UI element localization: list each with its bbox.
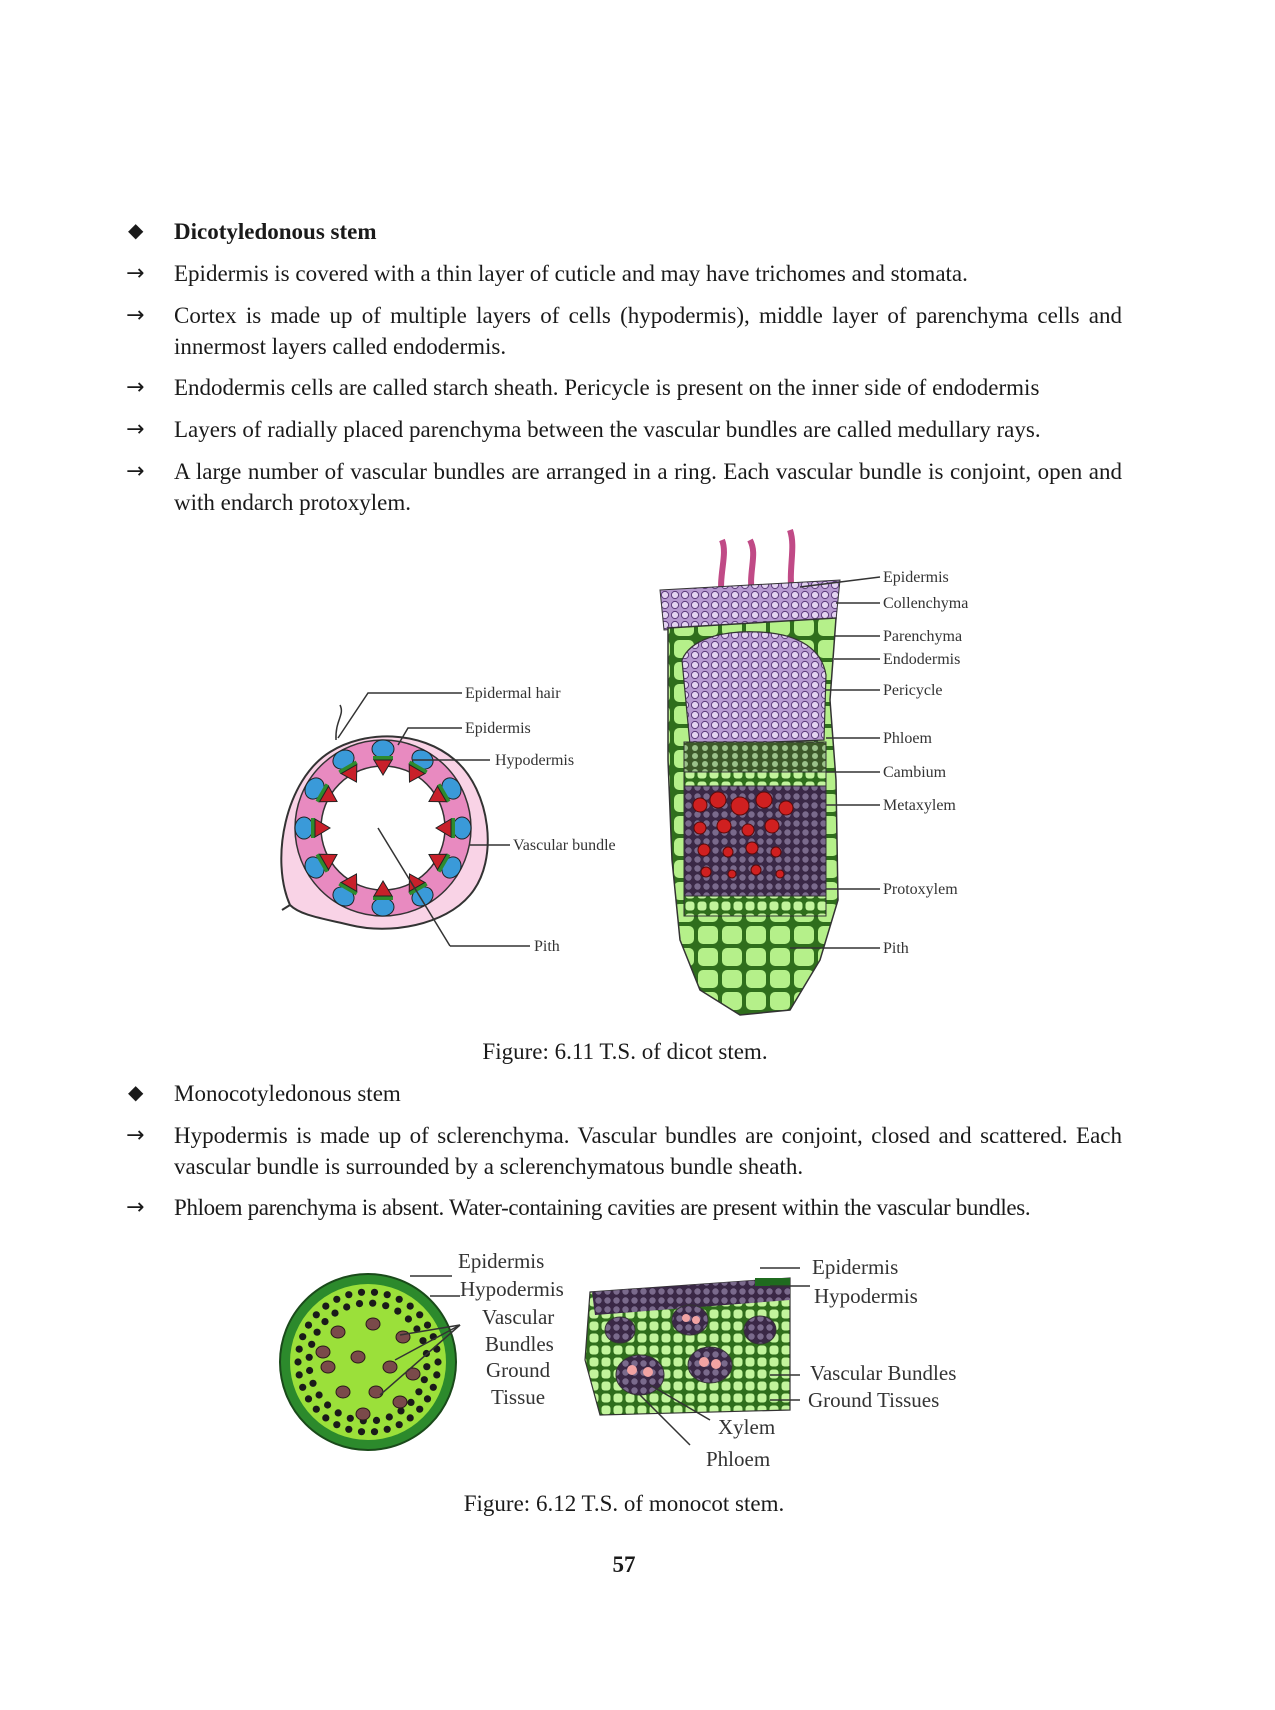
sclerenchyma-dot [384, 1426, 391, 1433]
sclerenchyma-dot [430, 1384, 437, 1391]
monocot-circle-diagram [280, 1274, 456, 1450]
sclerenchyma-dot [396, 1296, 403, 1303]
dicot-point-1: Epidermis is covered with a thin layer of cuticle and may have trichomes and stomata. [174, 261, 968, 286]
label-epidermis-left: Epidermis [465, 720, 531, 737]
diamond-bullet-icon: ◆ [128, 1082, 144, 1104]
label-hypodermis-left: Hypodermis [495, 752, 575, 769]
sclerenchyma-dot [371, 1289, 378, 1296]
mono-label-tissue: Tissue [491, 1385, 546, 1409]
sclerenchyma-dot [347, 1415, 354, 1422]
label-pith-left: Pith [534, 938, 560, 955]
sclerenchyma-dot [331, 1310, 338, 1317]
sclerenchyma-dot [335, 1409, 342, 1416]
mono-label-epidermis-right: Epidermis [812, 1255, 899, 1279]
monocot-bundle [356, 1408, 370, 1420]
sclerenchyma-dot [322, 1303, 329, 1310]
sclerenchyma-dot [309, 1380, 316, 1387]
figure-caption-6-12: Figure: 6.12 T.S. of monocot stem. [463, 1491, 785, 1516]
label-endodermis: Endodermis [883, 651, 961, 668]
monocot-bundle [383, 1361, 397, 1373]
sclerenchyma-dot [384, 1291, 391, 1298]
monocot-point-2: Phloem parenchyma is absent. Water-containing cavities are present within the vascular bundles. [174, 1195, 1031, 1220]
sclerenchyma-dot [343, 1303, 350, 1310]
monocot-bundle [366, 1318, 380, 1330]
arrow-bullet-icon: → [126, 1195, 145, 1220]
sclerenchyma-dot [314, 1329, 321, 1336]
sclerenchyma-dot [316, 1391, 323, 1398]
mono-label-phloem: Phloem [706, 1447, 771, 1471]
label-epidermis-right: Epidermis [883, 569, 949, 586]
sclerenchyma-dot [306, 1354, 313, 1361]
sclerenchyma-dot [416, 1406, 423, 1413]
sclerenchyma-dot [321, 1318, 328, 1325]
figure-caption-6-11: Figure: 6.11 T.S. of dicot stem. [482, 1039, 768, 1064]
sclerenchyma-dot [394, 1308, 401, 1315]
sclerenchyma-dot [333, 1296, 340, 1303]
mono-label-ground-tissues: Ground Tissues [808, 1388, 940, 1412]
label-vascular-bundle: Vascular bundle [513, 837, 616, 854]
sclerenchyma-dot [407, 1414, 414, 1421]
mono-label-epidermis-left: Epidermis [458, 1249, 545, 1273]
label-cambium: Cambium [883, 764, 947, 781]
arrow-bullet-icon: → [126, 417, 145, 442]
sclerenchyma-dot [305, 1322, 312, 1329]
sclerenchyma-dot [345, 1291, 352, 1298]
arrow-bullet-icon: → [126, 375, 145, 400]
monocot-point-1: Hypodermis is made up of sclerenchyma. Vascular bundles are conjoint, closed and scattered. Each vascular bundle is surrounded by a sclerenchymatous bundle sheath. [174, 1123, 1122, 1179]
sclerenchyma-dot [424, 1322, 431, 1329]
label-metaxylem: Metaxylem [883, 797, 956, 814]
sclerenchyma-dot [299, 1333, 306, 1340]
mono-label-vascular: Vascular [482, 1305, 555, 1329]
label-phloem-right: Phloem [883, 730, 932, 747]
sclerenchyma-dot [296, 1346, 303, 1353]
monocot-bundle [369, 1386, 383, 1398]
sclerenchyma-dot [423, 1363, 430, 1370]
mono-label-vascular-bundles: Vascular Bundles [810, 1361, 957, 1385]
sclerenchyma-dot [345, 1426, 352, 1433]
sclerenchyma-dot [433, 1371, 440, 1378]
monocot-bundle [321, 1361, 335, 1373]
section-heading-monocot: Monocotyledonous stem [174, 1081, 401, 1106]
monocot-bundle [316, 1346, 330, 1358]
sclerenchyma-dot [434, 1358, 441, 1365]
sclerenchyma-dot [296, 1371, 303, 1378]
mono-label-xylem: Xylem [718, 1415, 776, 1439]
diamond-bullet-icon: ◆ [128, 220, 144, 242]
sclerenchyma-dot [424, 1395, 431, 1402]
sclerenchyma-dot [382, 1302, 389, 1309]
mono-label-ground: Ground [486, 1358, 551, 1382]
sclerenchyma-dot [407, 1303, 414, 1310]
section-heading-dicot: Dicotyledonous stem [174, 219, 377, 244]
sclerenchyma-dot [313, 1406, 320, 1413]
sclerenchyma-dot [405, 1315, 412, 1322]
sclerenchyma-dot [356, 1300, 363, 1307]
label-protoxylem: Protoxylem [883, 881, 958, 898]
label-parenchyma: Parenchyma [883, 628, 963, 645]
label-collenchyma: Collenchyma [883, 595, 969, 612]
dicot-point-4: Layers of radially placed parenchyma between the vascular bundles are called medullary rays. [174, 417, 1041, 442]
dicot-circle-diagram [281, 705, 487, 946]
dicot-point-3: Endodermis cells are called starch sheath. Pericycle is present on the inner side of endodermis [174, 375, 1040, 400]
sclerenchyma-dot [308, 1341, 315, 1348]
sclerenchyma-dot [421, 1376, 428, 1383]
monocot-sector-diagram [585, 1278, 790, 1415]
sclerenchyma-dot [369, 1300, 376, 1307]
label-pith-right: Pith [883, 940, 909, 957]
sclerenchyma-dot [371, 1428, 378, 1435]
sclerenchyma-dot [299, 1384, 306, 1391]
mono-label-hypodermis-left: Hypodermis [460, 1277, 564, 1301]
label-epidermal-hair: Epidermal hair [465, 685, 561, 702]
sclerenchyma-dot [415, 1388, 422, 1395]
sclerenchyma-dot [416, 1311, 423, 1318]
sclerenchyma-dot [322, 1414, 329, 1421]
sclerenchyma-dot [333, 1421, 340, 1428]
dicot-sector-diagram [660, 530, 840, 1015]
monocot-bundle [336, 1386, 350, 1398]
monocot-bundle [393, 1396, 407, 1408]
sclerenchyma-dot [396, 1421, 403, 1428]
sclerenchyma-dot [294, 1358, 301, 1365]
dicot-point-2: Cortex is made up of multiple layers of cells (hypodermis), middle layer of parenchyma cells and innermost layers called endodermis. [174, 303, 1122, 359]
arrow-bullet-icon: → [126, 459, 145, 484]
monocot-bundle [351, 1351, 365, 1363]
page-number: 57 [612, 1552, 636, 1577]
mono-label-hypodermis-right: Hypodermis [814, 1284, 918, 1308]
arrow-bullet-icon: → [126, 261, 145, 286]
arrow-bullet-icon: → [126, 303, 145, 328]
sclerenchyma-dot [358, 1428, 365, 1435]
sclerenchyma-dot [324, 1401, 331, 1408]
sclerenchyma-dot [386, 1413, 393, 1420]
dicot-point-5: A large number of vascular bundles are arranged in a ring. Each vascular bundle is conjoint, open and with endarch protoxylem. [174, 459, 1122, 515]
arrow-bullet-icon: → [126, 1123, 145, 1148]
sclerenchyma-dot [373, 1417, 380, 1424]
sclerenchyma-dot [407, 1399, 414, 1406]
sclerenchyma-dot [306, 1367, 313, 1374]
monocot-bundle [396, 1331, 410, 1343]
mono-label-bundles: Bundles [485, 1332, 554, 1356]
sclerenchyma-dot [305, 1395, 312, 1402]
label-pericycle: Pericycle [883, 682, 943, 699]
monocot-bundle [331, 1326, 345, 1338]
sclerenchyma-dot [358, 1289, 365, 1296]
sclerenchyma-dot [313, 1311, 320, 1318]
